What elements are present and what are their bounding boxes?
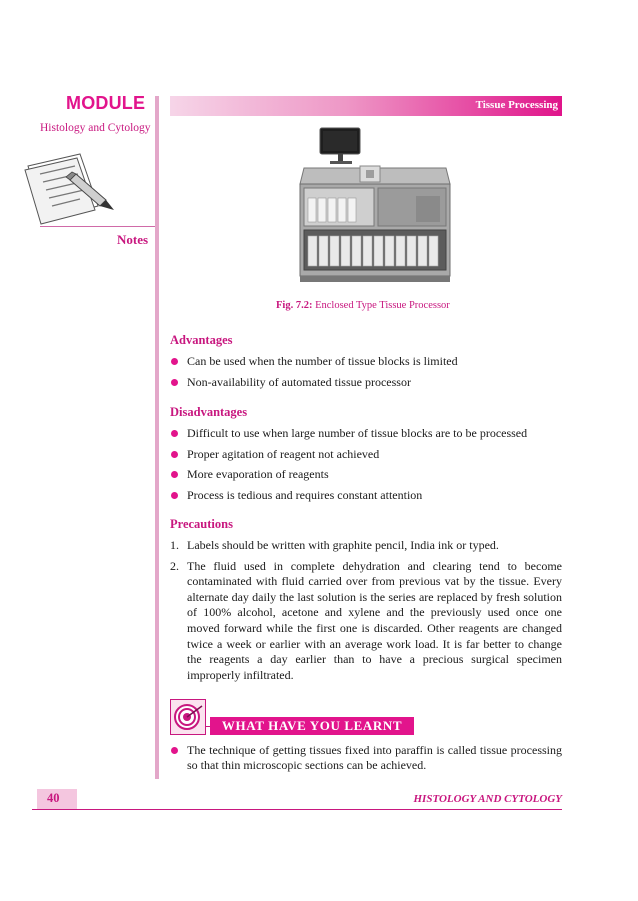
- target-icon: [170, 699, 206, 735]
- list-item-text: Labels should be written with graphite pencil, India ink or typed.: [187, 538, 499, 552]
- list-item: [170, 354, 562, 369]
- module-title: MODULE: [66, 93, 146, 113]
- precautions-list: [170, 538, 562, 688]
- learnt-heading: WHAT HAVE YOU LEARNT: [221, 718, 403, 733]
- list-item-text: Non-availability of automated tissue processor: [187, 374, 411, 389]
- bullet-icon: [171, 358, 178, 365]
- bullet-icon: [171, 471, 178, 478]
- footer-rule: [32, 809, 562, 810]
- learnt-list: [170, 743, 562, 779]
- list-number: 1.: [170, 538, 179, 552]
- footer-book-title: HISTOLOGY AND CYTOLOGY: [413, 793, 562, 805]
- chapter-title: Tissue Processing: [475, 99, 558, 111]
- bullet-icon: [171, 747, 178, 754]
- list-item-text: The technique of getting tissues fixed into paraffin is called tissue processing so that thin microscopic sections can be achieved.: [187, 743, 562, 772]
- notes-label: Notes: [117, 232, 149, 247]
- list-item-text: The fluid used in complete dehydration and clearing tend to become contaminated with fluid carried over from previous vat by the tissue. Every alternate day daily the last solution is the series are replaced by fresh solution of 100% alcohol, acetone and xylene and the previously used once one moved forward while the first one is discarded. Other reagents are changed twice a week or earlier with an average work load. It is far better to change the reagents a day earlier than to have a precious surgical specimen improperly infiltrated.: [187, 558, 562, 682]
- margin-separator: [155, 96, 159, 779]
- bullet-icon: [171, 379, 178, 386]
- bullet-icon: [171, 492, 178, 499]
- list-item-text: More evaporation of reagents: [187, 467, 329, 481]
- list-item: [170, 426, 562, 441]
- page-number: 40: [47, 791, 60, 805]
- list-item-text: Can be used when the number of tissue blocks is limited: [187, 354, 458, 368]
- notepad-pencil-icon: [20, 148, 132, 232]
- list-item: [170, 447, 562, 462]
- advantages-heading: Advantages: [170, 333, 233, 347]
- list-item: [170, 488, 562, 503]
- learnt-band: [210, 717, 414, 735]
- figure-caption-label: Fig. 7.2:: [276, 300, 313, 311]
- chapter-header-band: [170, 96, 562, 116]
- page-number-badge: [37, 789, 77, 809]
- advantages-list: [170, 354, 562, 395]
- bullet-icon: [171, 430, 178, 437]
- list-item-text: Proper agitation of reagent not achieved: [187, 446, 380, 461]
- list-item-text: Difficult to use when large number of tissue blocks are to be processed: [187, 426, 528, 440]
- disadvantages-heading: Disadvantages: [170, 405, 248, 419]
- disadvantages-list: [170, 426, 562, 508]
- list-item: [170, 467, 562, 482]
- notes-divider: [40, 226, 158, 227]
- module-subtitle: Histology and Cytology: [40, 122, 151, 134]
- list-item: [170, 375, 562, 390]
- precautions-heading: Precautions: [170, 517, 233, 531]
- list-item-text: Process is tedious and requires constant attention: [187, 487, 423, 502]
- tissue-processor-image: [296, 126, 452, 286]
- figure-caption-text: Enclosed Type Tissue Processor: [315, 300, 450, 311]
- list-item: [170, 743, 562, 773]
- bullet-icon: [171, 451, 178, 458]
- figure-caption: [276, 300, 450, 311]
- list-item: [170, 559, 562, 684]
- list-item: [170, 538, 562, 554]
- list-number: 2.: [170, 558, 179, 573]
